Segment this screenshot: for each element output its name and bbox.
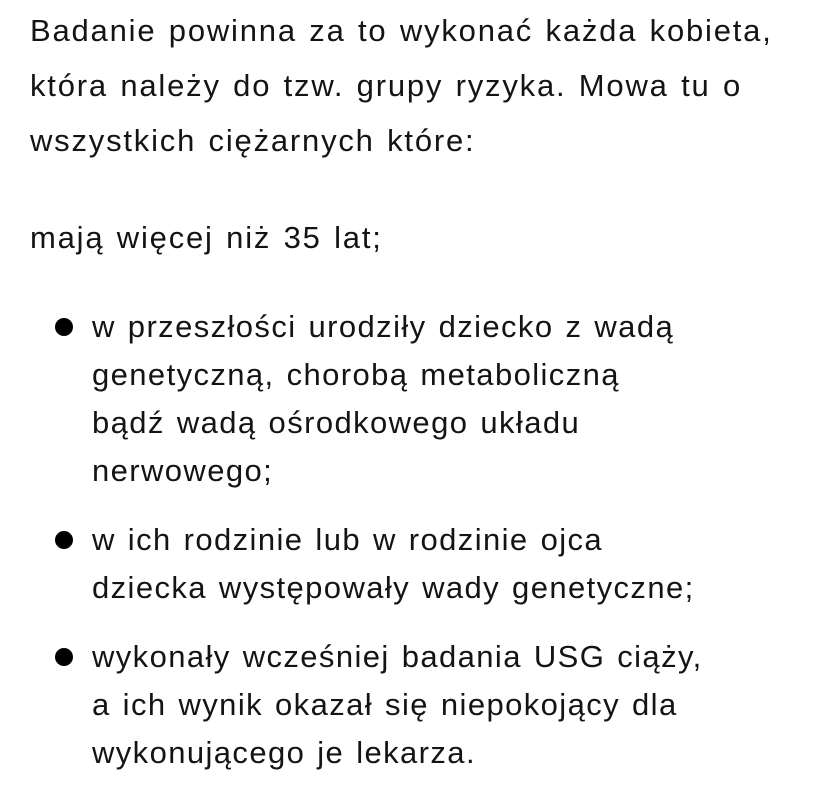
list-item-text — [92, 516, 695, 612]
intro-paragraph — [30, 3, 800, 168]
text-line: a ich wynik okazał się niepokojący dla — [92, 687, 678, 722]
text-line: wszystkich ciężarnych które: — [30, 123, 476, 158]
bullet-icon — [55, 531, 73, 549]
bullet-icon — [55, 318, 73, 336]
risk-criteria-list — [55, 303, 800, 777]
list-item — [55, 303, 800, 495]
text-line: w przeszłości urodziły dziecko z wadą — [92, 309, 675, 344]
age-criterion-paragraph — [30, 210, 800, 265]
text-line: dziecka występowały wady genetyczne; — [92, 570, 695, 605]
text-line: nerwowego; — [92, 453, 274, 488]
text-line: mają więcej niż 35 lat; — [30, 220, 383, 255]
bullet-icon — [55, 648, 73, 666]
text-line: Badanie powinna za to wykonać każda kobieta, — [30, 13, 773, 48]
text-line: wykonującego je lekarza. — [92, 735, 476, 770]
text-line: bądź wadą ośrodkowego układu — [92, 405, 581, 440]
text-line: genetyczną, chorobą metaboliczną — [92, 357, 620, 392]
text-line: wykonały wcześniej badania USG ciąży, — [92, 639, 703, 674]
list-item — [55, 633, 800, 777]
list-item-text — [92, 303, 674, 495]
list-item — [55, 516, 800, 612]
text-line: w ich rodzinie lub w rodzinie ojca — [92, 522, 604, 557]
text-line: która należy do tzw. grupy ryzyka. Mowa tu o — [30, 68, 743, 103]
list-item-text — [92, 633, 703, 777]
